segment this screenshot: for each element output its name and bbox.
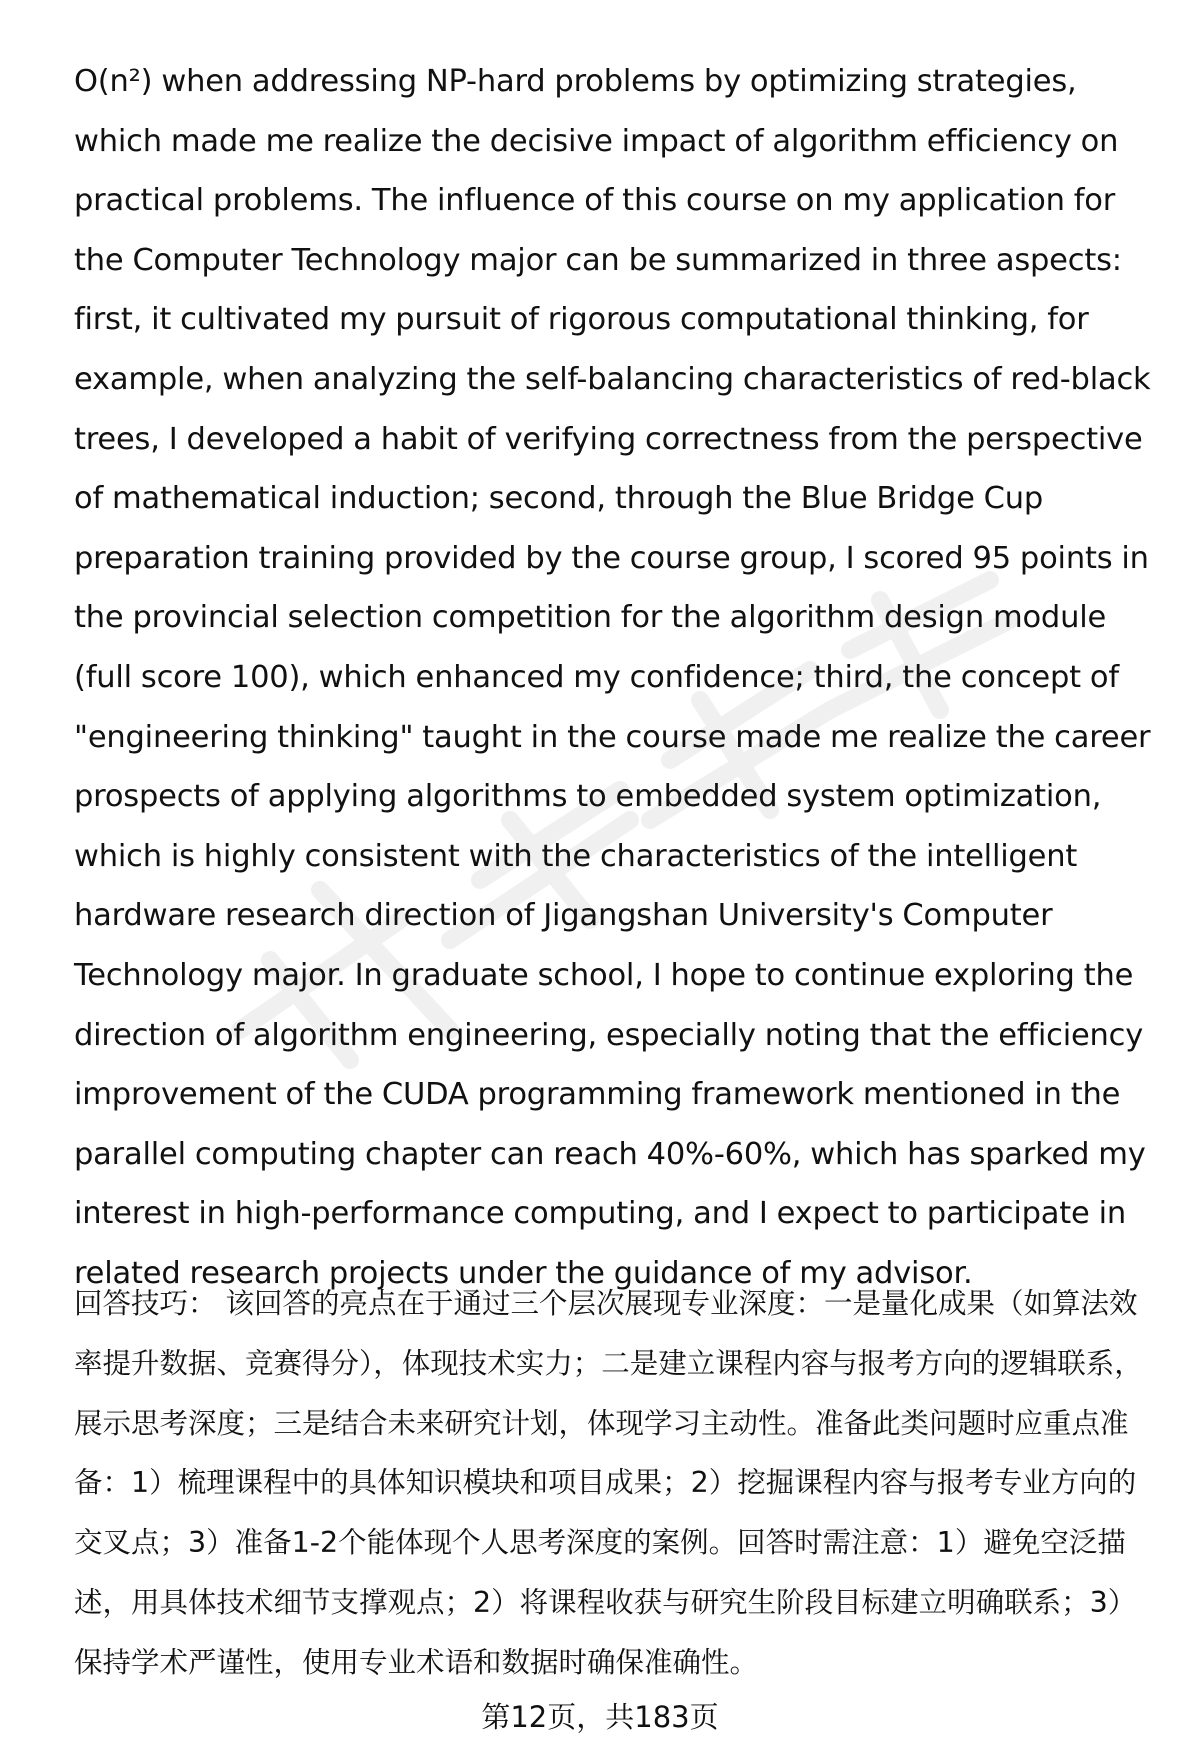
page-number: 第12页，共183页 bbox=[481, 1700, 719, 1734]
body-paragraph: O(n²) when addressing NP-hard problems by optimizing strategies, which made me realize the decisive impact of algorithm efficiency on practical problems. The influence of this course on my application for the Computer Technology major can be summarized in three aspects: first, it cultivated my pursuit of rigorous computational thinking, for example, when analyzing the self-balancing characteristics of red-black trees, I developed a habit of verifying correctness from the perspective of mathematical induction; second, through the Blue Bridge Cup preparation training provided by the course group, I scored 95 points in the provincial selection competition for the algorithm design module (full score 100), which enhanced my confidence; third, the concept of "engineering thinking" taught in the course made me realize the career prospects of applying algorithms to embedded system optimization, which is highly consistent with the characteristics of the intelligent hardware research direction of Jigangshan University's Computer Technology major. In graduate school, I hope to continue exploring the direction of algorithm engineering, especially noting that the efficiency improvement of the CUDA programming framework mentioned in the parallel computing chapter can reach 40%-60%, which has sparked my interest in high-performance computing, and I expect to participate in related research projects under the guidance of my advisor. bbox=[74, 64, 1151, 1291]
answer-tips-paragraph: 回答技巧： 该回答的亮点在于通过三个层次展现专业深度：一是量化成果（如算法效率提升数据、竞赛得分），体现技术实力；二是建立课程内容与报考方向的逻辑联系，展示思考深度；三是结合未来研究计划，体现学习主动性。准备此类问题时应重点准备：1）梳理课程中的具体知识模块和项目成果；2）挖掘课程内容与报考专业方向的交叉点；3）准备1-2个能体现个人思考深度的案例。回答时需注意：1）避免空泛描述，用具体技术细节支撑观点；2）将课程收获与研究生阶段目标建立明确联系；3）保持学术严谨性，使用专业术语和数据时确保准确性。 bbox=[74, 1287, 1143, 1679]
